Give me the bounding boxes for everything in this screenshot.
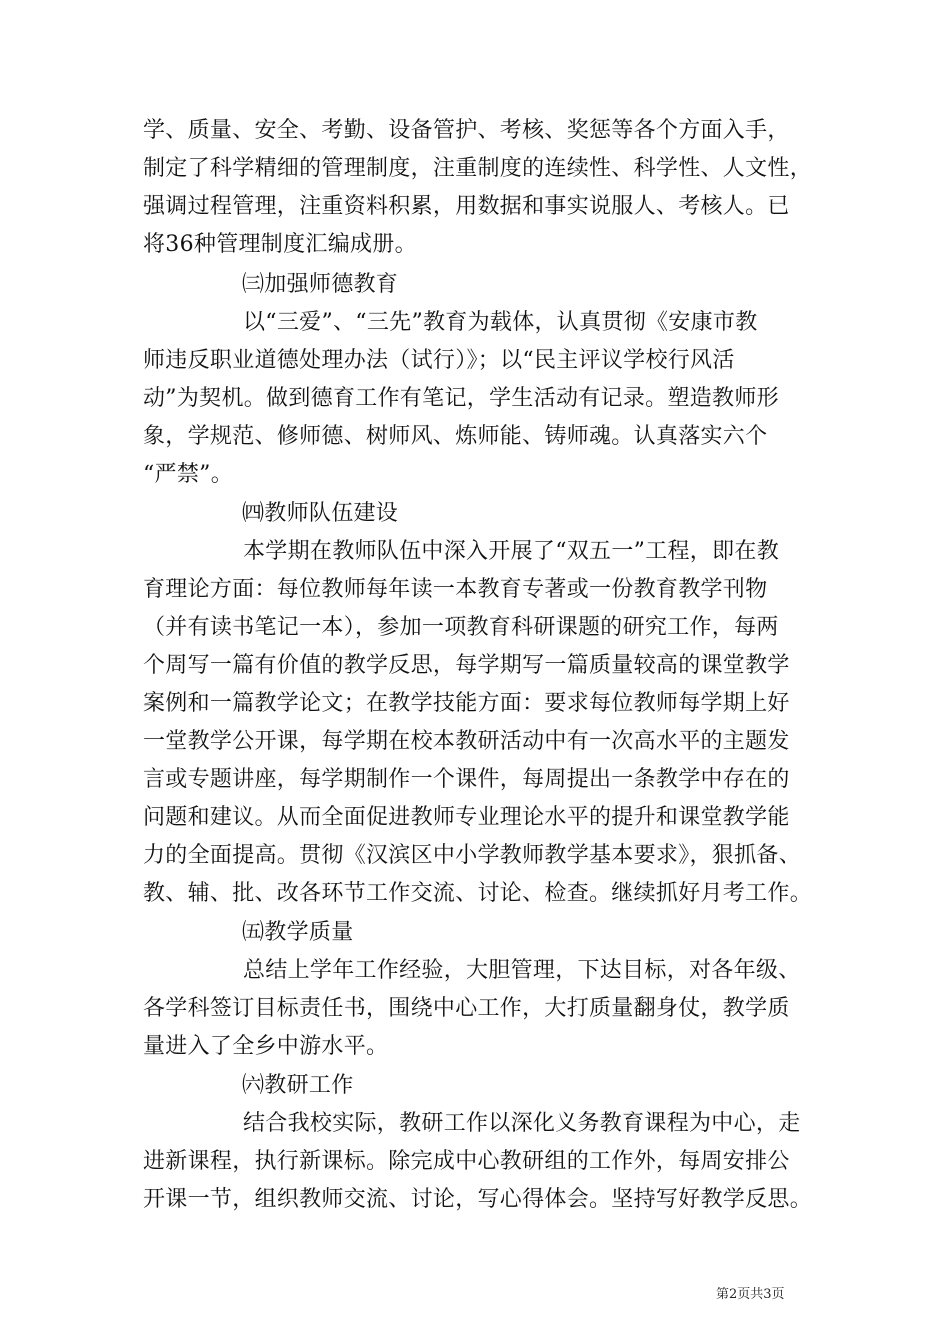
paragraph-line: 总结上学年工作经验，大胆管理，下达目标，对各年级、 — [243, 958, 801, 983]
paragraph-line: “严禁”。 — [143, 462, 233, 487]
page-number-footer: 第2页共3页 — [716, 1287, 785, 1302]
section-heading: ㈣教师队伍建设 — [242, 501, 399, 526]
section-heading: ㈤教学质量 — [242, 920, 354, 945]
paragraph-line: 结合我校实际，教研工作以深化义务教育课程为中心，走 — [243, 1111, 801, 1136]
paragraph-line: 本学期在教师队伍中深入开展了“双五一”工程，即在教 — [243, 539, 779, 564]
paragraph-line: 制定了科学精细的管理制度，注重制度的连续性、科学性、人文性， — [143, 156, 813, 181]
paragraph-line: 个周写一篇有价值的教学反思，每学期写一篇质量较高的课堂教学 — [143, 653, 790, 678]
paragraph-line: 言或专题讲座，每学期制作一个课件，每周提出一条教学中存在的 — [143, 767, 790, 792]
paragraph-line: （并有读书笔记一本），参加一项教育科研课题的研究工作，每两 — [143, 615, 779, 640]
paragraph-line: 动”为契机。做到德育工作有笔记，学生活动有记录。塑造教师形 — [143, 386, 779, 411]
paragraph-line: 象，学规范、修师德、树师风、炼师能、铸师魂。认真落实六个 — [143, 424, 768, 449]
paragraph-line: 一堂教学公开课，每学期在校本教研活动中有一次高水平的主题发 — [143, 729, 790, 754]
paragraph-line: 育理论方面：每位教师每年读一本教育专著或一份教育教学刊物 — [143, 577, 768, 602]
section-heading: ㈢加强师德教育 — [242, 272, 399, 297]
paragraph-line: 各学科签订目标责任书，围绕中心工作，大打质量翻身仗，教学质 — [143, 996, 790, 1021]
paragraph-line: 以“三爱”、“三先”教育为载体，认真贯彻《安康市教 — [243, 310, 758, 335]
paragraph-line: 师违反职业道德处理办法（试行）》；以“民主评议学校行风活 — [143, 348, 735, 373]
paragraph-line: 将36种管理制度汇编成册。 — [143, 232, 417, 257]
paragraph-line: 案例和一篇教学论文；在教学技能方面：要求每位教师每学期上好 — [143, 691, 790, 716]
paragraph-line: 量进入了全乡中游水平。 — [143, 1034, 389, 1059]
paragraph-line: 开课一节，组织教师交流、讨论，写心得体会。坚持写好教学反思。 — [143, 1187, 813, 1212]
paragraph-line: 进新课程，执行新课标。除完成中心教研组的工作外，每周安排公 — [143, 1149, 790, 1174]
paragraph-line: 力的全面提高。贯彻《汉滨区中小学教师教学基本要求》，狠抓备、 — [143, 843, 802, 868]
section-heading: ㈥教研工作 — [242, 1073, 354, 1098]
paragraph-line: 强调过程管理，注重资料积累，用数据和事实说服人、考核人。已 — [143, 194, 790, 219]
paragraph-line: 教、辅、批、改各环节工作交流、讨论、检查。继续抓好月考工作。 — [143, 881, 813, 906]
paragraph-line: 学、质量、安全、考勤、设备管护、考核、奖惩等各个方面入手， — [143, 118, 790, 143]
paragraph-line: 问题和建议。从而全面促进教师专业理论水平的提升和课堂教学能 — [143, 805, 790, 830]
